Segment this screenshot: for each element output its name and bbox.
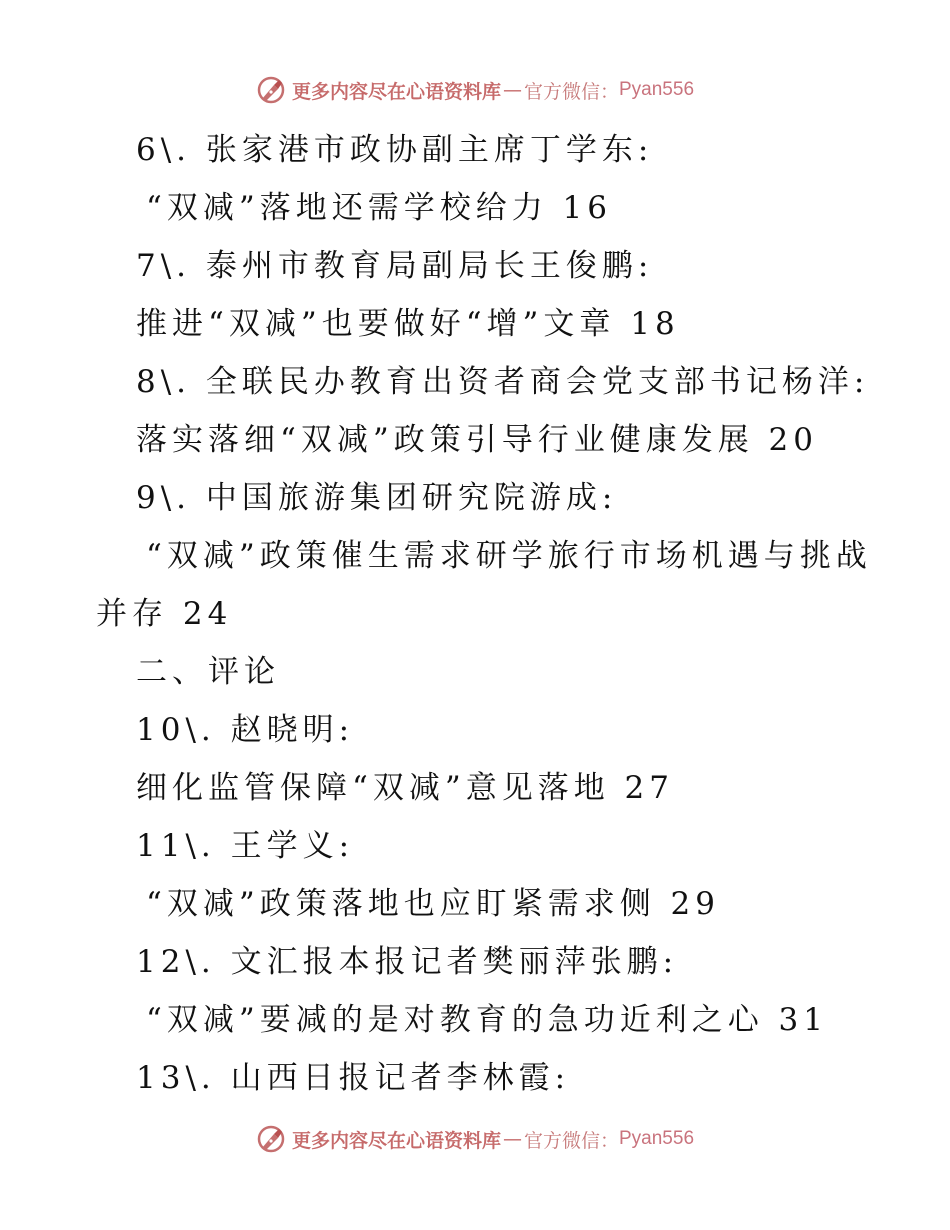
toc-entry-6-author: 6\. 张家港市政协副主席丁学东:: [136, 132, 654, 168]
toc-entry-6-title: “双减”落地还需学校给力 16: [146, 190, 612, 226]
toc-entry-10-title: 细化监管保障“双减”意见落地 27: [136, 770, 674, 806]
toc-entry-11-author: 11\. 王学义:: [136, 828, 355, 864]
watermark-dash: —: [502, 1128, 522, 1150]
watermark-header: [0, 70, 950, 110]
toc-entry-13-author: 13\. 山西日报记者李林霞:: [136, 1060, 571, 1096]
section-heading-commentary: 二、评论: [136, 654, 280, 690]
toc-entry-9-title: “双减”政策催生需求研学旅行市场机遇与挑战: [146, 538, 872, 574]
pen-nib-logo-icon: [256, 75, 286, 105]
pen-nib-logo-icon: [256, 1124, 286, 1154]
toc-entry-12-author: 12\. 文汇报本报记者樊丽萍张鹏:: [136, 944, 679, 980]
toc-entry-9-title-continued: 并存 24: [96, 596, 233, 632]
toc-entry-7-title: 推进“双减”也要做好“增”文章 18: [136, 306, 680, 342]
watermark-sub-text: 官方微信：: [523, 80, 619, 103]
toc-entry-9-author: 9\. 中国旅游集团研究院游成:: [136, 480, 618, 516]
watermark-wechat-id: Pyan556: [619, 79, 695, 100]
toc-entry-12-title: “双减”要减的是对教育的急功近利之心 31: [146, 1002, 828, 1038]
watermark-wechat-id: Pyan556: [619, 1128, 695, 1149]
toc-entry-7-author: 7\. 泰州市教育局副局长王俊鹏:: [136, 248, 654, 284]
toc-entry-8-author: 8\. 全联民办教育出资者商会党支部书记杨洋:: [136, 364, 870, 400]
toc-entry-10-author: 10\. 赵晓明:: [136, 712, 355, 748]
watermark-main-text: 更多内容尽在心语资料库: [291, 80, 501, 103]
toc-entry-11-title: “双减”政策落地也应盯紧需求侧 29: [146, 886, 720, 922]
watermark-dash: —: [502, 79, 522, 101]
toc-entry-8-title: 落实落细“双减”政策引导行业健康发展 20: [136, 422, 818, 458]
watermark-main-text: 更多内容尽在心语资料库: [291, 1129, 501, 1152]
watermark-footer: [0, 1119, 950, 1159]
watermark-sub-text: 官方微信：: [523, 1129, 619, 1152]
